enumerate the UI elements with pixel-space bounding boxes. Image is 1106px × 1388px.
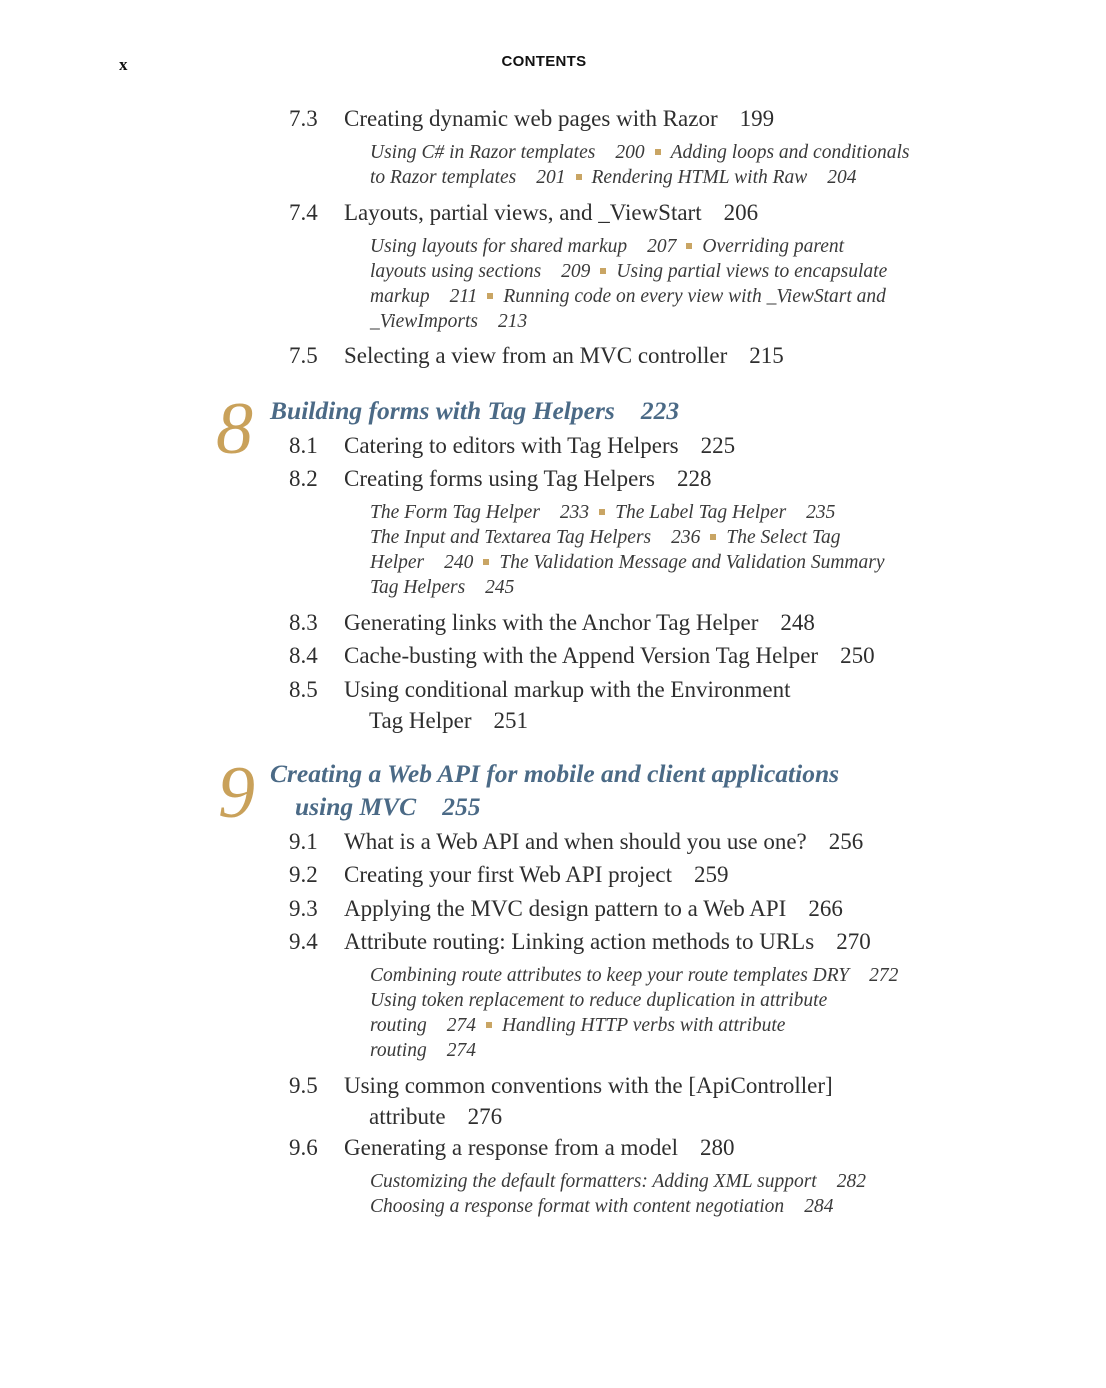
page-ref: 282 <box>836 1171 866 1192</box>
subentry[interactable]: Adding loops and conditionals <box>670 142 910 163</box>
page-ref: 204 <box>827 167 857 188</box>
toc-subentries-8-2 <box>370 577 514 599</box>
subentry[interactable]: routing <box>370 1015 427 1036</box>
page-ref: 233 <box>559 502 590 523</box>
page-ref: 274 <box>446 1040 476 1061</box>
section-number: 9.5 <box>289 1073 318 1098</box>
toc-subentries-8-2 <box>370 527 841 549</box>
page-ref: 251 <box>493 708 528 733</box>
page-ref: 228 <box>676 466 712 491</box>
subentry[interactable]: Combining route attributes to keep your route templates DRY <box>370 965 850 986</box>
section-title: Using common conventions with the [ApiController] <box>344 1073 833 1098</box>
section-title: Generating links with the Anchor Tag Helper 248 <box>344 610 815 635</box>
subentry[interactable]: Using C# in Razor templates <box>370 142 596 163</box>
toc-subentries-7-3 <box>370 167 857 189</box>
subentry[interactable]: _ViewImports <box>370 311 478 332</box>
subentry[interactable]: Helper <box>370 552 425 573</box>
section-title: Layouts, partial views, and _ViewStart 206 <box>344 200 759 225</box>
section-number: 8.5 <box>289 677 318 702</box>
chapter-number: 8 <box>216 388 253 470</box>
page-ref: 215 <box>749 343 784 368</box>
toc-subentries-7-4 <box>370 311 527 333</box>
toc-subentries-7-3 <box>370 142 909 164</box>
page-ref: 245 <box>485 577 515 598</box>
page-ref: 209 <box>561 261 591 282</box>
page-ref: 206 <box>723 200 759 225</box>
page-ref: 200 <box>615 142 645 163</box>
bullet-square-icon <box>486 1022 492 1028</box>
page-ref: 225 <box>700 433 736 458</box>
page-ref: 276 <box>467 1104 503 1129</box>
subentry[interactable]: Tag Helpers <box>370 577 466 598</box>
subentry[interactable]: The Select Tag <box>726 527 841 548</box>
section-number: 8.2 <box>289 466 318 491</box>
section-number: 8.4 <box>289 643 318 668</box>
section-number: 8.1 <box>289 433 318 458</box>
page-ref: 266 <box>808 896 843 921</box>
section-title: Generating a response from a model 280 <box>344 1135 735 1160</box>
toc-subentries-8-2 <box>370 502 835 524</box>
section-number: 9.6 <box>289 1135 318 1160</box>
section-number: 7.5 <box>289 343 318 368</box>
page-ref: 259 <box>693 862 729 887</box>
section-title: What is a Web API and when should you use one? 256 <box>344 829 864 854</box>
subentry[interactable]: Handling HTTP verbs with attribute <box>501 1015 786 1036</box>
section-number: 9.2 <box>289 862 318 887</box>
subentry[interactable]: markup <box>370 286 430 307</box>
section-title: Creating forms using Tag Helpers 228 <box>344 466 712 491</box>
bullet-square-icon <box>576 174 582 180</box>
subentry[interactable]: Using layouts for shared markup <box>370 236 628 257</box>
page-ref: 201 <box>536 167 566 188</box>
toc-subentries-9-4 <box>370 990 827 1012</box>
subentry[interactable]: routing <box>370 1040 427 1061</box>
section-title: Creating dynamic web pages with Razor 199 <box>344 106 775 131</box>
subentry[interactable]: Customizing the default formatters: Adding XML support <box>370 1171 817 1192</box>
bullet-square-icon <box>599 509 605 515</box>
chapter-title[interactable]: Creating a Web API for mobile and client applications <box>270 759 840 788</box>
page-ref: 199 <box>739 106 775 131</box>
section-number: 9.1 <box>289 829 318 854</box>
page-ref: 274 <box>446 1015 476 1036</box>
section-title: Creating your first Web API project 259 <box>344 862 729 887</box>
page-ref: 223 <box>640 396 680 425</box>
subentry[interactable]: Choosing a response format with content negotiation <box>370 1196 785 1217</box>
section-title-continued: Tag Helper <box>369 708 472 733</box>
subentry[interactable]: The Validation Message and Validation Summary <box>499 552 885 573</box>
page-ref: 235 <box>806 502 836 523</box>
subentry[interactable]: to Razor templates <box>370 167 517 188</box>
page-ref: 280 <box>700 1135 735 1160</box>
toc-entry-8-5-cont[interactable] <box>369 708 528 734</box>
subentry[interactable]: The Input and Textarea Tag Helpers <box>370 527 652 548</box>
section-number: 9.3 <box>289 896 318 921</box>
section-title-continued: attribute <box>369 1104 446 1129</box>
section-title: Cache-busting with the Append Version Tag Helper 250 <box>344 643 875 668</box>
page-number: x <box>119 55 128 74</box>
page-ref: 272 <box>869 965 899 986</box>
page-ref: 236 <box>671 527 701 548</box>
section-title: Applying the MVC design pattern to a Web API 266 <box>344 896 843 921</box>
page-ref: 250 <box>840 643 875 668</box>
page-ref: 255 <box>442 792 481 821</box>
toc-subentries-7-4 <box>370 261 887 283</box>
bullet-square-icon <box>710 534 716 540</box>
page-ref: 240 <box>444 552 474 573</box>
page-ref: 213 <box>497 311 528 332</box>
toc-subentries-8-2 <box>370 552 885 574</box>
subentry[interactable]: Running code on every view with _ViewStart and <box>503 286 886 307</box>
chapter-title-continued[interactable]: using MVC 255 <box>295 792 481 821</box>
section-number: 7.4 <box>289 200 318 225</box>
toc-subentries-7-4 <box>370 286 886 308</box>
bullet-square-icon <box>686 243 692 249</box>
toc-entry-9-5-cont[interactable] <box>369 1104 502 1130</box>
bullet-square-icon <box>487 293 493 299</box>
page-ref: 284 <box>804 1196 834 1217</box>
bullet-square-icon <box>655 149 661 155</box>
section-title: Using conditional markup with the Environment <box>344 677 791 702</box>
toc-subentries-9-6 <box>370 1196 833 1218</box>
bullet-square-icon <box>600 268 606 274</box>
chapter-number: 9 <box>218 752 255 834</box>
subentry[interactable]: Rendering HTML with Raw <box>591 167 808 188</box>
page-ref: 256 <box>828 829 864 854</box>
toc-subentries-9-6 <box>370 1171 866 1193</box>
page-ref: 248 <box>780 610 815 635</box>
subentry[interactable]: Overriding parent <box>702 236 845 257</box>
subentry[interactable]: layouts using sections <box>370 261 542 282</box>
page-ref: 211 <box>449 286 478 307</box>
page-ref: 207 <box>647 236 677 257</box>
section-title: Selecting a view from an MVC controller 215 <box>344 343 784 368</box>
bullet-square-icon <box>483 559 489 565</box>
subentry[interactable]: Using partial views to encapsulate <box>616 261 888 282</box>
toc-subentries-7-4 <box>370 236 844 258</box>
subentry[interactable]: The Label Tag Helper <box>615 502 787 523</box>
subentry[interactable]: Using token replacement to reduce duplication in attribute <box>370 990 828 1011</box>
page-ref: 270 <box>836 929 871 954</box>
chapter-title[interactable]: Building forms with Tag Helpers 223 <box>270 396 680 425</box>
toc-subentries-9-4 <box>370 1040 476 1062</box>
section-number: 8.3 <box>289 610 318 635</box>
section-title: Catering to editors with Tag Helpers 225 <box>344 433 736 458</box>
section-title: Attribute routing: Linking action methods to URLs 270 <box>344 929 871 954</box>
subentry[interactable]: The Form Tag Helper <box>370 502 540 523</box>
toc-subentries-9-4 <box>370 965 898 987</box>
section-number: 7.3 <box>289 106 318 131</box>
toc-subentries-9-4 <box>370 1015 785 1037</box>
section-number: 9.4 <box>289 929 318 954</box>
running-head: CONTENTS <box>501 53 587 70</box>
